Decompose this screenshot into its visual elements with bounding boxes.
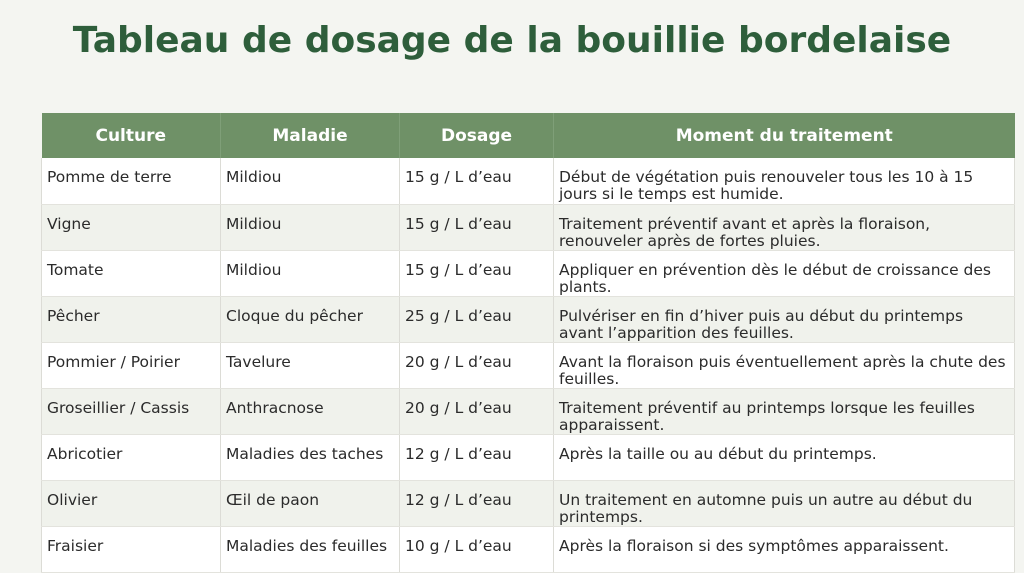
cell-culture: Pommier / Poirier (42, 342, 221, 388)
cell-moment: Après la taille ou au début du printemps. (554, 434, 1015, 480)
table-row (42, 158, 1015, 204)
cell-maladie: Tavelure (221, 342, 400, 388)
cell-moment: Pulvériser en fin d’hiver puis au début du printemps avant l’apparition des feuilles. (554, 296, 1015, 342)
table-row (42, 480, 1015, 526)
table-row (42, 388, 1015, 434)
cell-dosage: 20 g / L d’eau (400, 388, 554, 434)
cell-moment: Traitement préventif avant et après la floraison, renouveler après de fortes pluies. (554, 204, 1015, 250)
table-row (42, 342, 1015, 388)
cell-culture: Pomme de terre (42, 158, 221, 204)
cell-dosage: 15 g / L d’eau (400, 158, 554, 204)
header-row (42, 113, 1015, 158)
cell-moment: Avant la floraison puis éventuellement après la chute des feuilles. (554, 342, 1015, 388)
table-row (42, 526, 1015, 572)
cell-culture: Fraisier (42, 526, 221, 572)
header-culture: Culture (42, 113, 221, 158)
cell-maladie: Cloque du pêcher (221, 296, 400, 342)
cell-culture: Tomate (42, 250, 221, 296)
cell-moment: Début de végétation puis renouveler tous les 10 à 15 jours si le temps est humide. (554, 158, 1015, 204)
cell-dosage: 10 g / L d’eau (400, 526, 554, 572)
page-title: Tableau de dosage de la bouillie bordelaise (72, 20, 952, 61)
table-header (42, 113, 1015, 158)
cell-moment: Après la floraison si des symptômes apparaissent. (554, 526, 1015, 572)
cell-dosage: 15 g / L d’eau (400, 250, 554, 296)
cell-dosage: 12 g / L d’eau (400, 480, 554, 526)
cell-maladie: Maladies des feuilles (221, 526, 400, 572)
dosage-table (41, 113, 1015, 573)
cell-culture: Abricotier (42, 434, 221, 480)
table-body (42, 158, 1015, 572)
cell-moment: Un traitement en automne puis un autre au début du printemps. (554, 480, 1015, 526)
cell-dosage: 12 g / L d’eau (400, 434, 554, 480)
cell-maladie: Anthracnose (221, 388, 400, 434)
table-row (42, 434, 1015, 480)
cell-culture: Groseillier / Cassis (42, 388, 221, 434)
cell-maladie: Mildiou (221, 204, 400, 250)
table-row (42, 204, 1015, 250)
cell-culture: Vigne (42, 204, 221, 250)
cell-culture: Pêcher (42, 296, 221, 342)
table-row (42, 296, 1015, 342)
cell-dosage: 15 g / L d’eau (400, 204, 554, 250)
cell-culture: Olivier (42, 480, 221, 526)
table-row (42, 250, 1015, 296)
header-moment: Moment du traitement (554, 113, 1015, 158)
cell-maladie: Maladies des taches (221, 434, 400, 480)
cell-dosage: 25 g / L d’eau (400, 296, 554, 342)
cell-maladie: Mildiou (221, 250, 400, 296)
cell-maladie: Mildiou (221, 158, 400, 204)
cell-moment: Traitement préventif au printemps lorsque les feuilles apparaissent. (554, 388, 1015, 434)
cell-dosage: 20 g / L d’eau (400, 342, 554, 388)
cell-maladie: Œil de paon (221, 480, 400, 526)
header-dosage: Dosage (400, 113, 554, 158)
header-maladie: Maladie (221, 113, 400, 158)
cell-moment: Appliquer en prévention dès le début de croissance des plants. (554, 250, 1015, 296)
